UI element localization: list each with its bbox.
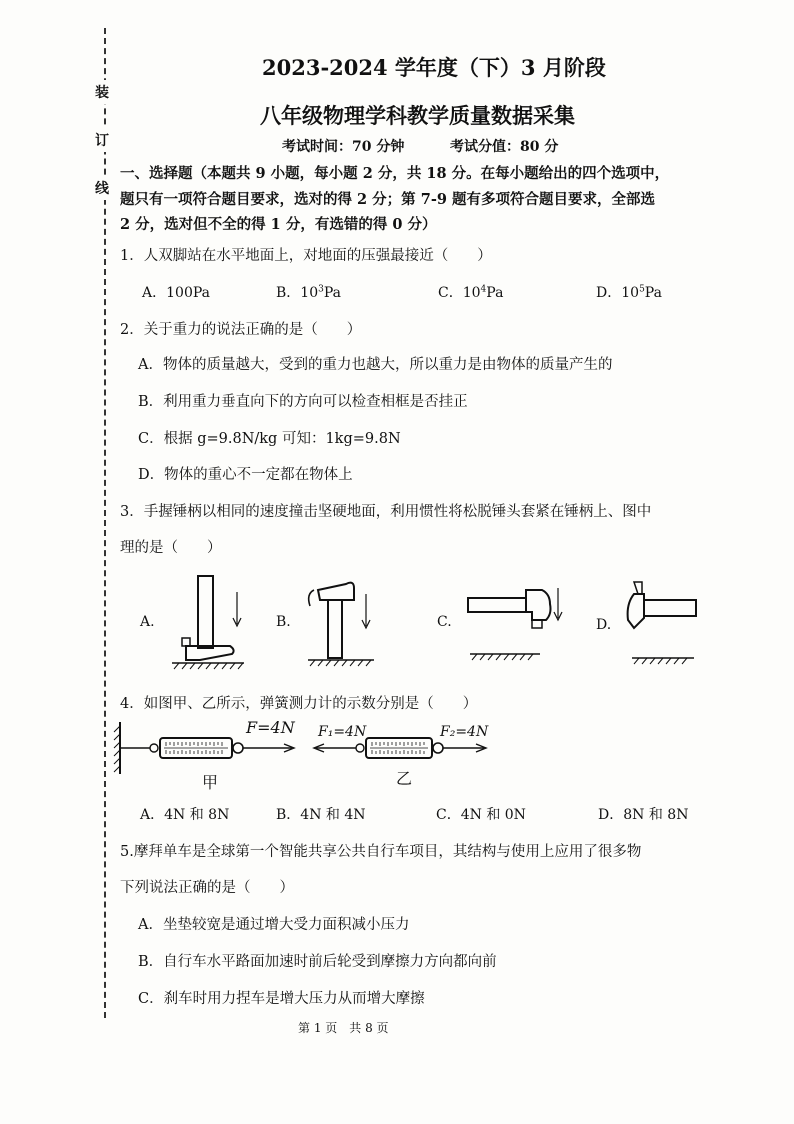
- q3-option-b-label: B.: [276, 614, 291, 630]
- q2-option-c: C．根据 g=9.8N/kg 可知：1kg=9.8N: [138, 431, 401, 447]
- q5-stem-line-2: 下列说法正确的是（ ）: [120, 880, 294, 896]
- q5-option-a: A．坐垫较宽是通过增大受力面积减小压力: [138, 917, 410, 933]
- q4-option-a: A．4N 和 8N: [140, 807, 230, 823]
- q4-option-c: C．4N 和 0N: [436, 807, 526, 823]
- exam-time: 考试时间：70 分钟: [282, 139, 405, 155]
- q1-option-a: A．100Pa: [142, 285, 210, 301]
- q3-stem-line-2: 理的是（ ）: [120, 540, 222, 556]
- section-heading-line-2: 题只有一项符合题目要求，选对的得 2 分；第 7-9 题有多项符合题目要求，全部选: [120, 191, 655, 208]
- q3-option-c-label: C.: [437, 614, 452, 630]
- q3-option-d-label: D.: [596, 617, 612, 633]
- q4-option-d: D．8N 和 8N: [598, 807, 689, 823]
- q5-option-c: C．刹车时用力捏车是增大压力从而增大摩擦: [138, 991, 425, 1007]
- binding-char-ding: 订: [95, 128, 109, 152]
- q4-jia-force-label: F=4N: [246, 718, 295, 737]
- page-number-footer: 第 1 页 共 8 页: [298, 1021, 389, 1035]
- section-heading-line-1: 一、选择题（本题共 9 小题，每小题 2 分，共 18 分。在每小题给出的四个选项中，: [120, 165, 670, 182]
- q2-option-d: D．物体的重心不一定都在物体上: [138, 467, 353, 483]
- q5-option-b: B．自行车水平路面加速时前后轮受到摩擦力方向都向前: [138, 954, 497, 970]
- q4-jia-label: 甲: [202, 773, 219, 792]
- q1-stem: 1．人双脚站在水平地面上，对地面的压强最接近（ ）: [120, 248, 492, 264]
- q1-option-b: B．$10^3Pa$: [276, 284, 341, 301]
- exam-score: 考试分值：80 分: [450, 139, 559, 155]
- q4-yi-f2-label: F₂=4N: [440, 724, 489, 740]
- hammer-figure-c: [462, 580, 572, 670]
- q2-option-b: B．利用重力垂直向下的方向可以检查相框是否挂正: [138, 394, 468, 410]
- q2-stem: 2．关于重力的说法正确的是（ ）: [120, 322, 362, 338]
- section-heading-line-3: 2 分，选对但不全的得 1 分，有选错的得 0 分）: [120, 216, 437, 233]
- q4-yi-label: 乙: [396, 769, 413, 788]
- q4-stem: 4．如图甲、乙所示，弹簧测力计的示数分别是（ ）: [120, 696, 478, 712]
- hammer-figure-a: [170, 572, 250, 672]
- hammer-figure-b: [302, 578, 382, 673]
- q4-yi-f1-label: F₁=4N: [318, 724, 367, 740]
- binding-char-zhuang: 装: [95, 80, 109, 104]
- q1-option-d: D．$10^5Pa$: [596, 284, 662, 301]
- q5-stem-line-1: 5.摩拜单车是全球第一个智能共享公共自行车项目，其结构与使用上应用了很多物: [120, 844, 642, 860]
- q4-option-b: B．4N 和 4N: [276, 807, 366, 823]
- q3-stem-line-1: 3．手握锤柄以相同的速度撞击坚硬地面，利用惯性将松脱锤头套紧在锤柄上、图中: [120, 504, 652, 520]
- hammer-figure-d: [620, 580, 700, 670]
- title-line-2: 八年级物理学科教学质量数据采集: [260, 103, 575, 128]
- q3-option-a-label: A.: [140, 614, 155, 630]
- q2-option-a: A．物体的质量越大，受到的重力也越大，所以重力是由物体的质量产生的: [138, 357, 613, 373]
- q1-option-c: C．$10^4Pa$: [438, 284, 504, 301]
- binding-char-xian: 线: [95, 176, 109, 200]
- title-line-1: 2023-2024 学年度（下）3 月阶段: [262, 55, 606, 80]
